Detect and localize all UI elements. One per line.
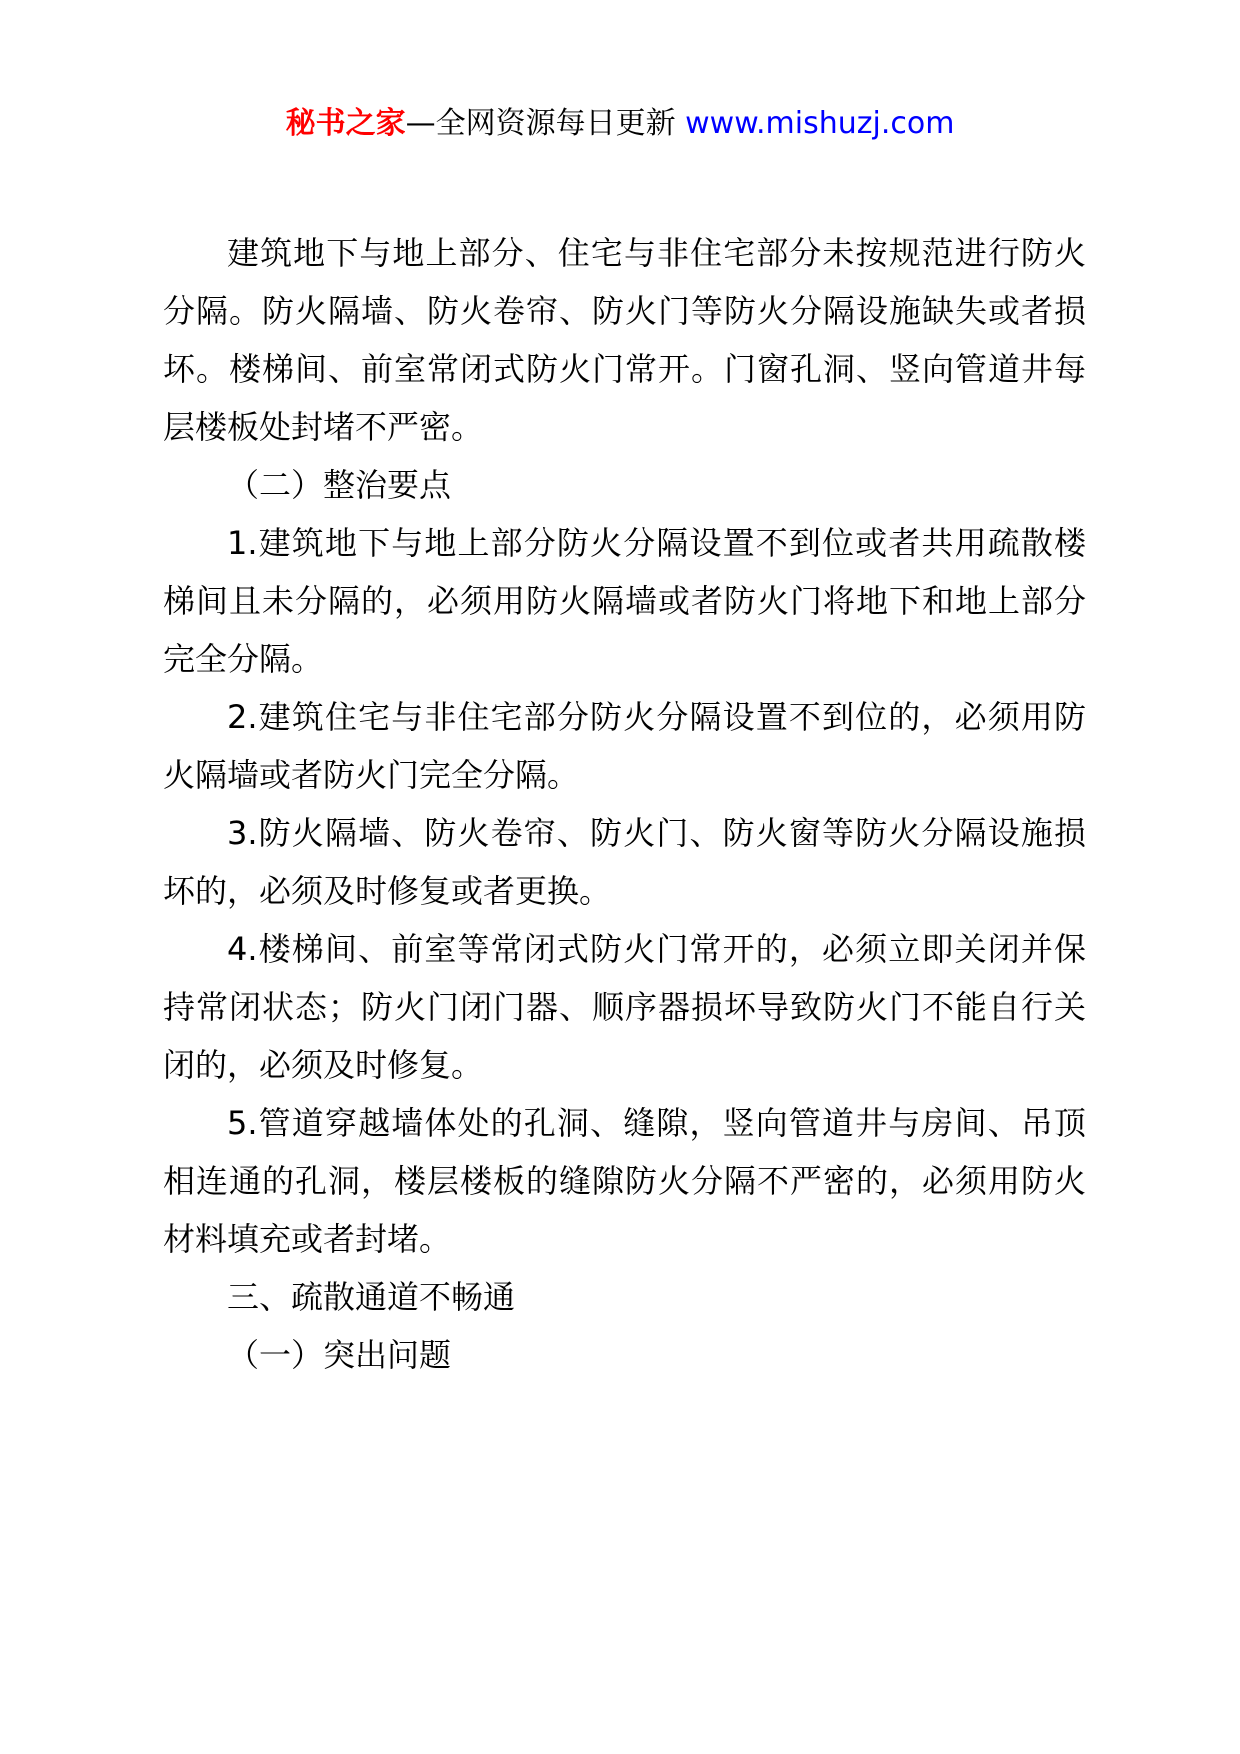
list-item: 2.建筑住宅与非住宅部分防火分隔设置不到位的，必须用防火隔墙或者防火门完全分隔。: [163, 698, 1086, 794]
list-item: 3.防火隔墙、防火卷帘、防火门、防火窗等防火分隔设施损坏的，必须及时修复或者更换。: [163, 814, 1086, 910]
header-tagline: —全网资源每日更新: [405, 106, 676, 141]
list-item: 5.管道穿越墙体处的孔洞、缝隙，竖向管道井与房间、吊顶相连通的孔洞，楼层楼板的缝隙防火分隔不严密的，必须用防火材料填充或者封堵。: [163, 1104, 1086, 1258]
list-item: 4.楼梯间、前室等常闭式防火门常开的，必须立即关闭并保持常闭状态；防火门闭门器、顺序器损坏导致防火门不能自行关闭的，必须及时修复。: [163, 930, 1086, 1084]
page-header: [0, 99, 1240, 149]
website-link[interactable]: www.mishuzj.com: [685, 106, 955, 141]
paragraph: 建筑地下与地上部分、住宅与非住宅部分未按规范进行防火分隔。防火隔墙、防火卷帘、防火门等防火分隔设施缺失或者损坏。楼梯间、前室常闭式防火门常开。门窗孔洞、竖向管道井每层楼板处封堵不严密。: [163, 234, 1086, 446]
chapter-heading: 三、疏散通道不畅通: [227, 1278, 516, 1316]
section-heading: （一）突出问题: [227, 1336, 452, 1374]
brand-name: 秘书之家: [285, 106, 406, 141]
document-body: [163, 224, 1086, 1384]
list-item: 1.建筑地下与地上部分防火分隔设置不到位或者共用疏散楼梯间且未分隔的，必须用防火隔墙或者防火门将地下和地上部分完全分隔。: [163, 524, 1086, 678]
section-heading: （二）整治要点: [227, 466, 452, 504]
